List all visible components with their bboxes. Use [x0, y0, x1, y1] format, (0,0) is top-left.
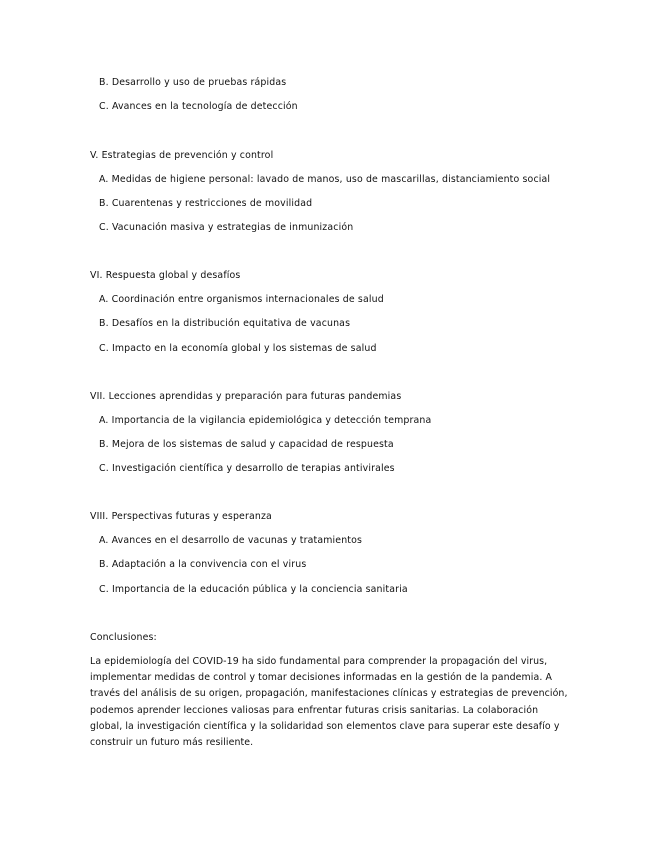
conclusions-heading: Conclusiones: [90, 632, 157, 643]
section-heading: VIII. Perspectivas futuras y esperanza [90, 511, 272, 522]
outline-item: A. Importancia de la vigilancia epidemiológica y detección temprana [99, 415, 432, 426]
section-heading: VI. Respuesta global y desafíos [90, 270, 241, 281]
outline-item: B. Cuarentenas y restricciones de movilidad [99, 198, 313, 209]
outline-item: A. Medidas de higiene personal: lavado de manos, uso de mascarillas, distanciamiento social [99, 174, 551, 185]
outline-item: A. Avances en el desarrollo de vacunas y tratamientos [99, 535, 363, 546]
paragraph-line: global, la investigación científica y la solidaridad son elementos clave para superar este desafío y [90, 720, 560, 732]
section-heading: VII. Lecciones aprendidas y preparación para futuras pandemias [90, 391, 402, 402]
outline-item: C. Investigación científica y desarrollo de terapias antivirales [99, 463, 395, 474]
outline-item: B. Desafíos en la distribución equitativa de vacunas [99, 318, 351, 329]
outline-item: C. Avances en la tecnología de detección [99, 101, 298, 112]
outline-item: C. Vacunación masiva y estrategias de inmunización [99, 222, 354, 233]
outline-item: C. Impacto en la economía global y los sistemas de salud [99, 343, 377, 354]
conclusions-paragraph [90, 654, 570, 751]
outline-item: A. Coordinación entre organismos internacionales de salud [99, 294, 384, 305]
paragraph-line: través del análisis de su origen, propagación, manifestaciones clínicas y estrategias de prevención, [90, 688, 568, 700]
outline-item: C. Importancia de la educación pública y la conciencia sanitaria [99, 584, 408, 595]
outline-item: B. Adaptación a la convivencia con el virus [99, 559, 307, 570]
paragraph-line: construir un futuro más resiliente. [90, 737, 254, 749]
section-heading: V. Estrategias de prevención y control [90, 150, 274, 161]
outline-item: B. Mejora de los sistemas de salud y capacidad de respuesta [99, 439, 394, 450]
paragraph-line: La epidemiología del COVID-19 ha sido fundamental para comprender la propagación del virus, [90, 656, 548, 667]
paragraph-line: implementar medidas de control y tomar decisiones informadas en la gestión de la pandemia. A [90, 672, 552, 684]
outline-item: B. Desarrollo y uso de pruebas rápidas [99, 77, 287, 88]
paragraph-line: podemos aprender lecciones valiosas para enfrentar futuras crisis sanitarias. La colaboración [90, 704, 539, 716]
